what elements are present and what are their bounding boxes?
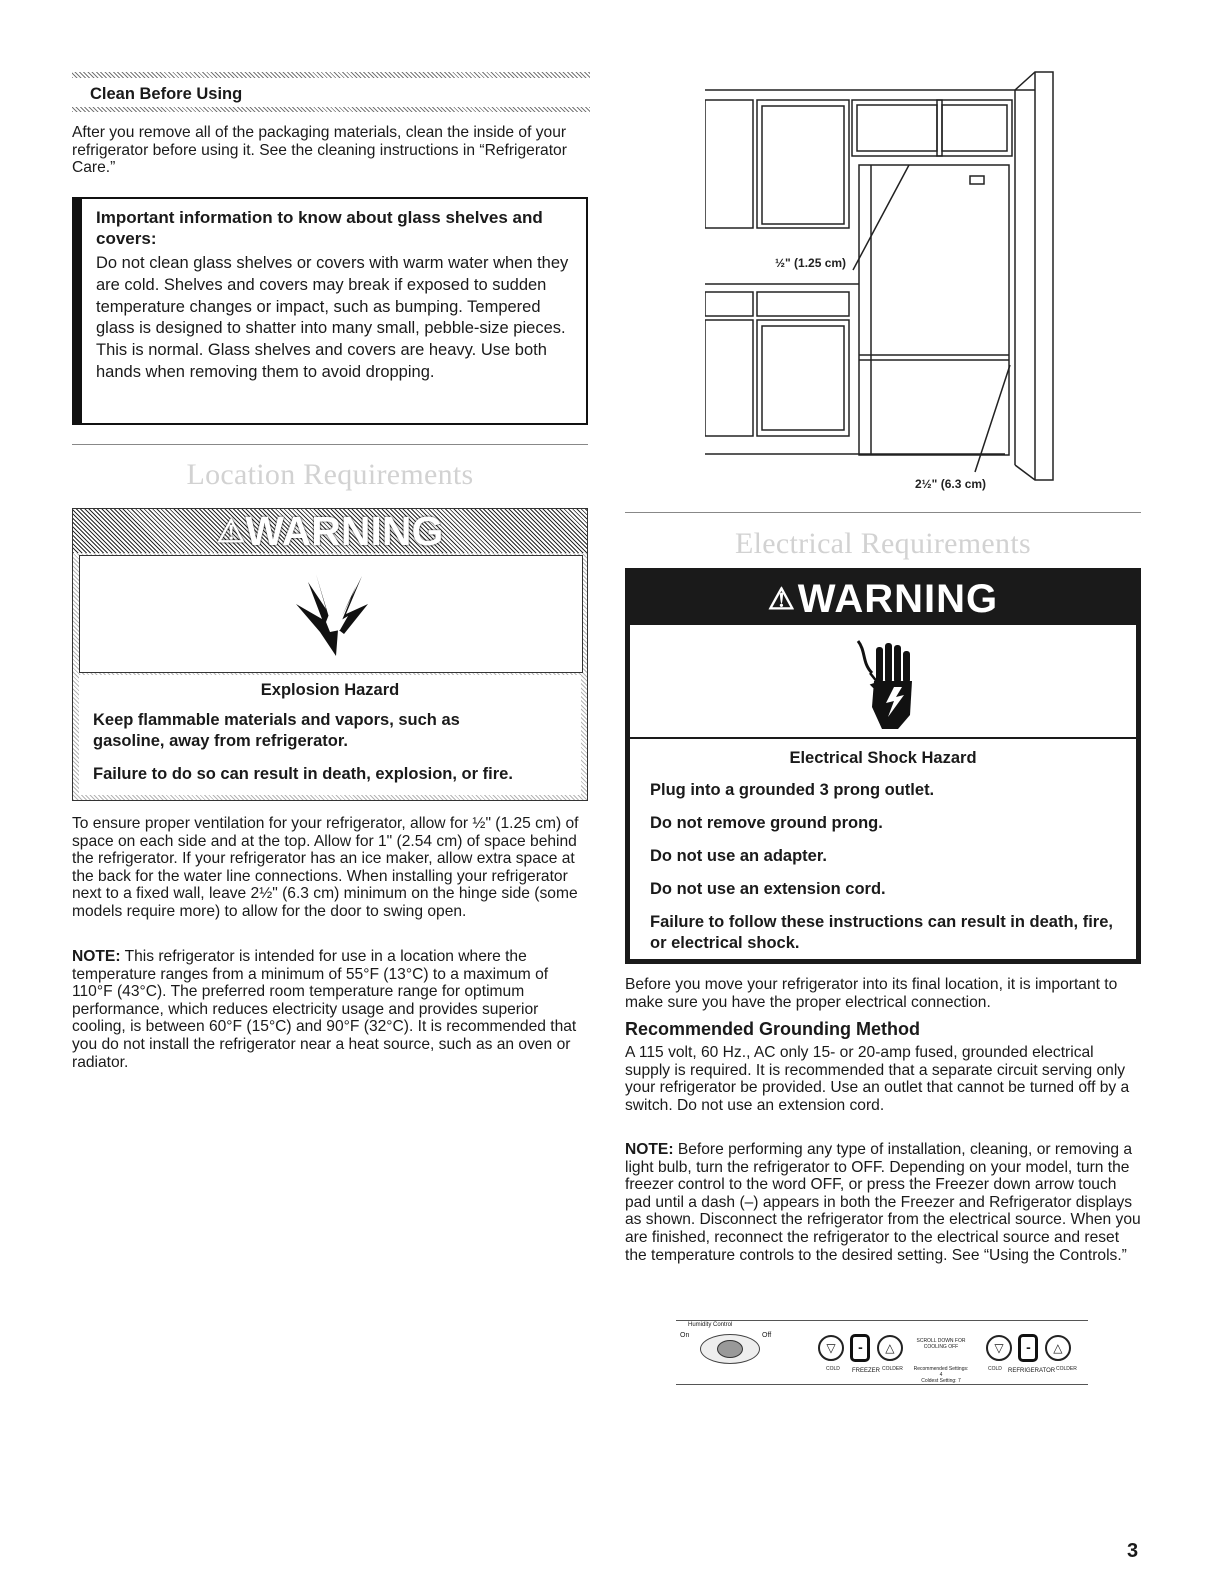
freezer-up-button[interactable]: △	[877, 1335, 903, 1361]
freezer-colder-label: COLDER	[882, 1366, 903, 1372]
shock-line-3: Do not use an adapter.	[650, 847, 827, 865]
humidity-knob[interactable]	[717, 1340, 743, 1358]
refrigerator-controls	[986, 1334, 1071, 1362]
control-panel	[676, 1320, 1088, 1385]
refrigerator-down-button[interactable]: ▽	[986, 1335, 1012, 1361]
scroll-note: SCROLL DOWN FOR COOLING OFF	[916, 1338, 966, 1350]
location-note-label: NOTE:	[72, 948, 121, 965]
shock-line-1: Plug into a grounded 3 prong outlet.	[650, 781, 935, 799]
explosion-line-1: Keep flammable materials and vapors, such as gasoline, away from refrigerator.	[93, 711, 460, 750]
explosion-warning-header: ⚠WARNING	[73, 509, 587, 553]
important-text: Do not clean glass shelves or covers with warm water when they are cold. Shelves and covers may break if exposed to sudden temperature changes or impact, such as bumping. Tempered glass is designed to shatter into many small, pebble-size pieces. This is normal. Glass shelves and covers are heavy. Use both hands when removing them to avoid dropping.	[96, 254, 569, 381]
location-paragraph: To ensure proper ventilation for your refrigerator, allow for ½" (1.25 cm) of space on each side and at the top. Allow for 1" (2.54 cm) of space behind the refrigerator. If your refrigerator has an ice maker, allow extra space at the back for the water line connections. When installing your refrigerator next to a fixed wall, leave 2½" (6.3 cm) minimum on the hinge side (some models require more) to allow for the door to swing open.	[72, 815, 579, 920]
freezer-cold-label: COLD	[826, 1366, 840, 1372]
electrical-title: Electrical Requirements	[735, 527, 1031, 560]
freezer-controls	[818, 1334, 903, 1362]
top-rule	[72, 72, 590, 78]
grounding-heading: Recommended Grounding Method	[625, 1019, 920, 1039]
shock-line-4: Do not use an extension cord.	[650, 880, 886, 898]
electrical-warning	[625, 568, 1141, 964]
section-rule-electrical	[625, 512, 1141, 513]
warning-triangle-icon: ⚠	[767, 583, 796, 616]
freezer-down-button[interactable]: ▽	[818, 1335, 844, 1361]
electrical-note	[625, 1141, 1141, 1264]
shock-hazard-title: Electrical Shock Hazard	[789, 749, 977, 767]
location-title: Location Requirements	[186, 458, 474, 491]
electrical-note-label: NOTE:	[625, 1141, 674, 1158]
shock-icon-panel	[630, 625, 1136, 739]
electrical-intro: Before you move your refrigerator into its final location, it is important to make sure you have the proper electrical connection.	[625, 976, 1118, 1011]
freezer-label: FREEZER	[852, 1368, 881, 1374]
side-gap-label: 2½" (6.3 cm)	[915, 477, 987, 491]
clean-heading: Clean Before Using	[90, 85, 243, 103]
important-title: Important information to know about glass shelves and covers:	[96, 208, 543, 248]
page-number: 3	[1127, 1540, 1139, 1562]
warning-triangle-icon: ⚠	[216, 513, 246, 549]
recommended-note: Recommended Settings: 4 Coldest Setting: 7	[913, 1366, 969, 1384]
refrigerator-colder-label: COLDER	[1056, 1366, 1077, 1372]
grounding-text: A 115 volt, 60 Hz., AC only 15- or 20-amp fused, grounded electrical supply is required. It is recommended that a separate circuit serving only your refrigerator be provided. Use an outlet that cannot be turned off by a switch. Do not use an extension cord.	[625, 1044, 1130, 1114]
humidity-label: Humidity Control	[688, 1322, 733, 1328]
clearance-diagram	[705, 70, 1055, 495]
location-note-text: This refrigerator is intended for use in a location where the temperature ranges from a minimum of 55°F (13°C) to a maximum of 110°F (43°C). The preferred room temperature range for optimum performance, which reduces electricity usage and provides superior cooling, is between 60°F (15°C) and 90°F (32°C). It is recommended that you do not install the refrigerator near a heat source, such as an oven or radiator.	[72, 948, 577, 1071]
clean-text: After you remove all of the packaging materials, clean the inside of your refrigerator before using it. See the cleaning instructions in “Refrigerator Care.”	[72, 124, 567, 177]
electric-shock-hand-icon	[848, 637, 918, 733]
important-box	[72, 197, 588, 425]
refrigerator-cold-label: COLD	[988, 1366, 1002, 1372]
explosion-line-2: Failure to do so can result in death, explosion, or fire.	[93, 765, 513, 783]
refrigerator-up-button[interactable]: △	[1045, 1335, 1071, 1361]
shock-final-line: Failure to follow these instructions can result in death, fire, or electrical shock.	[650, 913, 1113, 952]
top-gap-label: ½" (1.25 cm)	[775, 256, 847, 270]
refrigerator-display: -	[1018, 1334, 1038, 1362]
humidity-off-label: Off	[762, 1332, 772, 1339]
heading-rule	[72, 107, 590, 112]
refrigerator-label: REFRIGERATOR	[1008, 1368, 1056, 1374]
freezer-display: -	[850, 1334, 870, 1362]
electrical-warning-header: ⚠WARNING	[630, 573, 1136, 625]
shock-line-2: Do not remove ground prong.	[650, 814, 883, 832]
explosion-icon-panel	[79, 555, 583, 673]
location-note	[72, 948, 588, 1071]
explosion-hazard-title: Explosion Hazard	[260, 681, 400, 699]
section-rule-location	[72, 444, 588, 445]
humidity-on-label: On	[680, 1332, 690, 1339]
humidity-slider[interactable]	[700, 1334, 760, 1364]
explosion-text-panel	[79, 675, 581, 795]
explosion-icon	[286, 564, 376, 660]
electrical-note-text: Before performing any type of installation, cleaning, or removing a light bulb, turn the refrigerator to OFF. Depending on your model, turn the freezer control to the word OFF, or press the Freezer down arrow touch pad until a dash (–) appears in both the Freezer and Refrigerator displays as shown. Disconnect the refrigerator from the electrical source. When you are finished, reconnect the refrigerator to the electrical source and reset the temperature controls to the desired setting. See “Using the Controls.”	[625, 1141, 1141, 1264]
explosion-warning	[72, 508, 588, 801]
